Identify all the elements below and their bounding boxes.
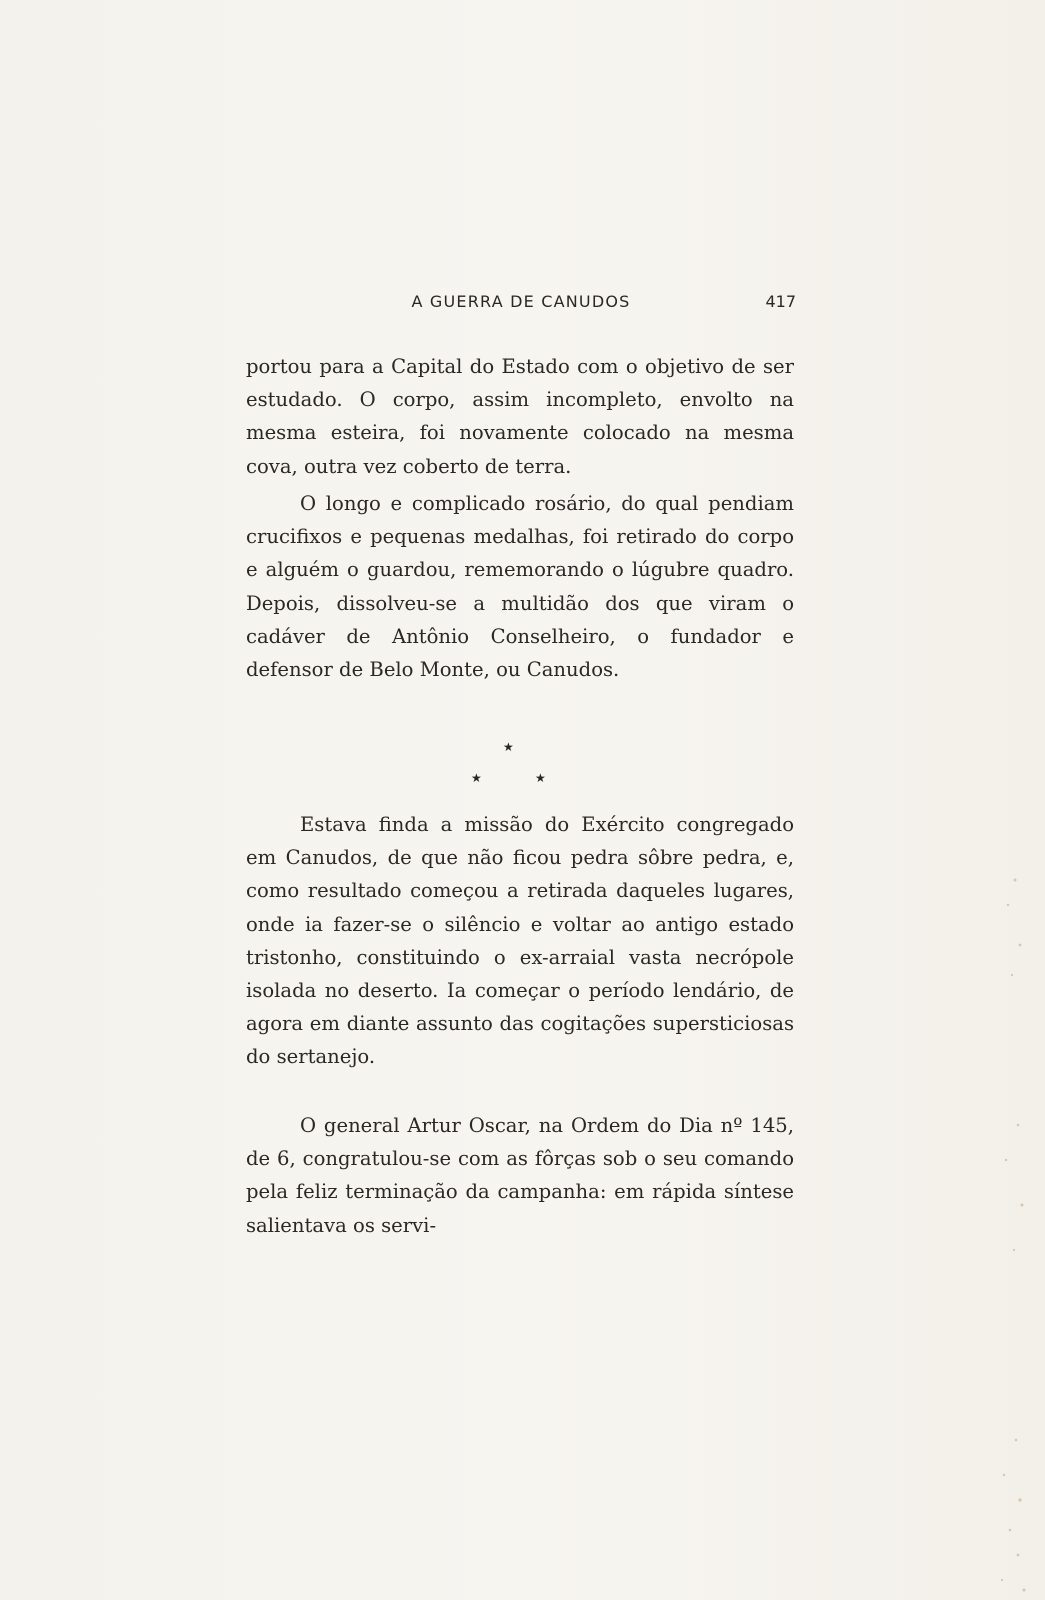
running-title: A GUERRA DE CANUDOS — [411, 292, 631, 311]
separator-star-right: ★ — [535, 771, 546, 785]
separator-star-top: ★ — [503, 740, 514, 754]
paragraph-4: O general Artur Oscar, na Ordem do Dia nº 145, de 6, congratulou-se com as fôrças sob o seu comando pela feliz terminação da campanha: em rápida síntese salientava os servi- — [246, 1114, 794, 1237]
separator-star-left: ★ — [471, 771, 482, 785]
paragraph-1: portou para a Capital do Estado com o objetivo de ser estudado. O corpo, assim incompleto, envolto na mesma esteira, foi novamente colocado na mesma cova, outra vez coberto de terra. — [246, 355, 794, 478]
paragraph-2: O longo e complicado rosário, do qual pendiam crucifixos e pequenas medalhas, foi retirado do corpo e alguém o guardou, rememorando o lúgubre quadro. Depois, dissolveu-se a multidão dos que viram o cadáver de Antônio Conselheiro, o fundador e defensor de Belo Monte, ou Canudos. — [246, 492, 794, 682]
page-number: 417 — [765, 292, 796, 311]
paragraph-3: Estava finda a missão do Exército congregado em Canudos, de que não ficou pedra sôbre pedra, e, como resultado começou a retirada daqueles lugares, onde ia fazer-se o silêncio e voltar ao antigo estado tristonho, constituindo o ex-arraial vasta necrópole isolada no deserto. Ia começar o período lendário, de agora em diante assunto das cogitações supersticiosas do sertanejo. — [246, 813, 794, 1069]
